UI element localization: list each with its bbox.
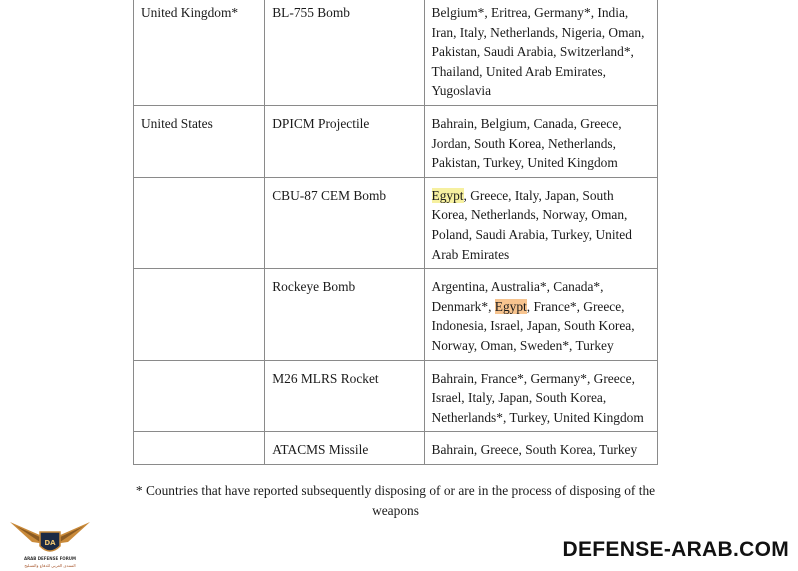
recipients-cell (424, 269, 657, 360)
table-row (134, 269, 658, 360)
table-row (134, 105, 658, 177)
logo-name-en: ARAB DEFENSE FORUM (23, 556, 77, 561)
logo-name-ar: المنتدى العربي للدفاع والتسليح (24, 563, 76, 568)
weapon-cell: DPICM Projectile (265, 105, 424, 177)
recipients-cell: Belgium*, Eritrea, Germany*, India, Iran, Italy, Netherlands, Nigeria, Oman, Pakistan, Saudi Arabia, Switzerland*, Thailand, United Arab Emirates, Yugoslavia (424, 0, 657, 105)
country-cell-empty (134, 432, 265, 465)
recipients-text: , France*, Greece, Indonesia, Israel, Japan, South Korea, Norway, Oman, Sweden*, Turkey (431, 298, 635, 353)
weapon-cell: CBU-87 CEM Bomb (265, 177, 424, 268)
recipients-text: Argentina, Australia*, Canada*, Denmark*, (431, 279, 604, 314)
svg-text:DA: DA (44, 539, 56, 547)
country-cell-empty (134, 269, 265, 360)
recipients-cell: Bahrain, France*, Germany*, Greece, Israel, Italy, Japan, South Korea, Netherlands*, Turkey, United Kingdom (424, 360, 657, 432)
cluster-munitions-table (133, 0, 658, 465)
forum-logo (2, 516, 122, 571)
country-cell: United States (134, 105, 265, 177)
table-row (134, 360, 658, 432)
highlighted-text: Egypt (431, 187, 464, 203)
footnote: * Countries that have reported subsequently disposing of or are in the process of disposing of the weapons (135, 483, 656, 518)
highlighted-text: Egypt (494, 298, 527, 314)
table-row (134, 0, 658, 105)
eagle-emblem-icon (2, 516, 98, 558)
recipients-cell (424, 177, 657, 268)
country-cell-empty (134, 360, 265, 432)
recipients-cell: Bahrain, Belgium, Canada, Greece, Jordan, South Korea, Netherlands, Pakistan, Turkey, United Kingdom (424, 105, 657, 177)
weapon-cell: ATACMS Missile (265, 432, 424, 465)
weapon-cell: BL-755 Bomb (265, 0, 424, 105)
weapon-cell: Rockeye Bomb (265, 269, 424, 360)
country-cell: United Kingdom* (134, 0, 265, 105)
table-row (134, 177, 658, 268)
recipients-cell: Bahrain, Greece, South Korea, Turkey (424, 432, 657, 465)
weapon-cell: M26 MLRS Rocket (265, 360, 424, 432)
table-row (134, 432, 658, 465)
recipients-text: , Greece, Italy, Japan, South Korea, Netherlands, Norway, Oman, Poland, Saudi Arabia, Turkey, United Arab Emirates (431, 187, 632, 262)
site-watermark: DEFENSE-ARAB.COM (562, 538, 789, 561)
country-cell-empty (134, 177, 265, 268)
